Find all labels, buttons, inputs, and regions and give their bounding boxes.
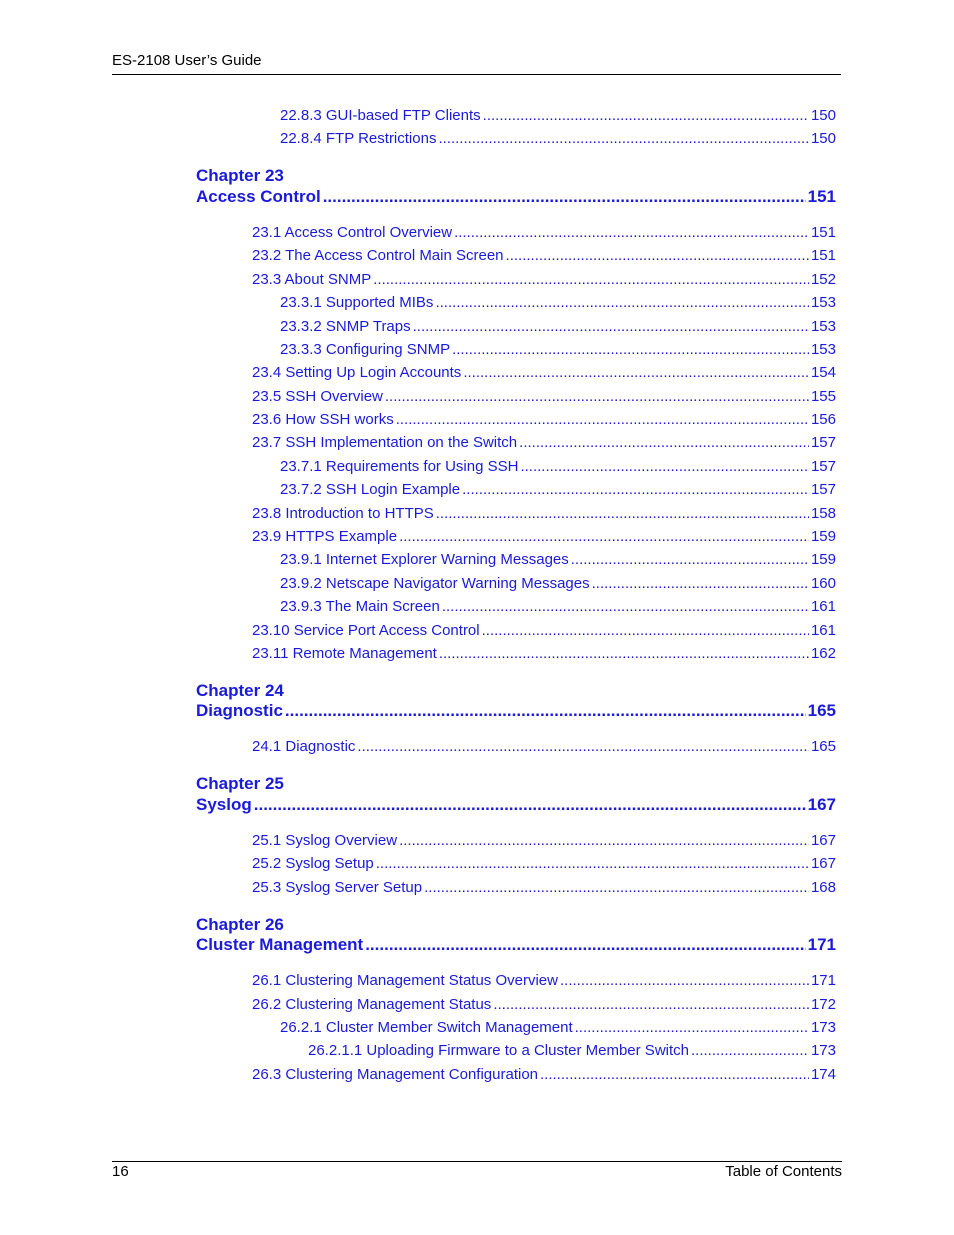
section-name: Table of Contents: [725, 1163, 842, 1180]
toc-entry[interactable]: 25.1 Syslog Overview ..... 167: [252, 832, 836, 852]
page-footer: [112, 1161, 842, 1180]
toc-entry[interactable]: 26.1 Clustering Management Status Overview ..... 171: [252, 972, 836, 992]
chapter-title[interactable]: Cluster Management ..... 171: [196, 935, 836, 955]
toc-entry[interactable]: 22.8.3 GUI-based FTP Clients ..... 150: [280, 107, 836, 127]
toc-entry[interactable]: 23.3.2 SNMP Traps ..... 153: [280, 318, 836, 338]
toc-entry[interactable]: 23.3.1 Supported MIBs ..... 153: [280, 294, 836, 314]
chapter-title[interactable]: Syslog ..... 167: [196, 795, 836, 815]
page-number: 16: [112, 1163, 129, 1180]
guide-title: ES-2108 User’s Guide: [112, 52, 262, 69]
toc-entry[interactable]: 23.2 The Access Control Main Screen ..... 151: [252, 247, 836, 267]
chapter-label[interactable]: Chapter 26: [196, 915, 284, 934]
toc-entry[interactable]: 23.7 SSH Implementation on the Switch ..... 157: [252, 434, 836, 454]
toc-entry[interactable]: 25.2 Syslog Setup ..... 167: [252, 855, 836, 875]
toc-entry[interactable]: 23.9.2 Netscape Navigator Warning Messages ..... 160: [280, 575, 836, 595]
page-header: [112, 51, 841, 75]
toc-entry[interactable]: 23.9.1 Internet Explorer Warning Messages ..... 159: [280, 551, 836, 571]
toc-entry[interactable]: 23.9 HTTPS Example ..... 159: [252, 528, 836, 548]
toc-entry[interactable]: 23.3 About SNMP ..... 152: [252, 271, 836, 291]
toc-entry[interactable]: 23.5 SSH Overview ..... 155: [252, 388, 836, 408]
chapter-label[interactable]: Chapter 25: [196, 774, 284, 793]
toc-entry[interactable]: 23.3.3 Configuring SNMP ..... 153: [280, 341, 836, 361]
toc-entry[interactable]: 23.8 Introduction to HTTPS ..... 158: [252, 505, 836, 525]
toc-entry[interactable]: 23.11 Remote Management ..... 162: [252, 645, 836, 665]
toc-entry[interactable]: 23.4 Setting Up Login Accounts ..... 154: [252, 364, 836, 384]
toc-entry[interactable]: 26.3 Clustering Management Configuration ..... 174: [252, 1066, 836, 1086]
toc-entry[interactable]: 23.1 Access Control Overview ..... 151: [252, 224, 836, 244]
toc-entry[interactable]: 26.2.1 Cluster Member Switch Management ..... 173: [280, 1019, 836, 1039]
toc-entry[interactable]: 23.6 How SSH works ..... 156: [252, 411, 836, 431]
toc-entry[interactable]: 23.7.1 Requirements for Using SSH ..... 157: [280, 458, 836, 478]
toc-entry[interactable]: 23.10 Service Port Access Control ..... 161: [252, 622, 836, 642]
chapter-title[interactable]: Diagnostic ..... 165: [196, 701, 836, 721]
chapter-label[interactable]: Chapter 23: [196, 166, 284, 185]
toc-entry[interactable]: 23.7.2 SSH Login Example ..... 157: [280, 481, 836, 501]
toc-entry[interactable]: 23.9.3 The Main Screen ..... 161: [280, 598, 836, 618]
chapter-title[interactable]: Access Control ..... 151: [196, 187, 836, 207]
toc-entry[interactable]: 22.8.4 FTP Restrictions ..... 150: [280, 130, 836, 150]
toc-entry[interactable]: 26.2.1.1 Uploading Firmware to a Cluster Member Switch ..... 173: [308, 1042, 836, 1062]
toc-entry[interactable]: 24.1 Diagnostic ..... 165: [252, 738, 836, 758]
toc-entry[interactable]: 26.2 Clustering Management Status ..... 172: [252, 996, 836, 1016]
chapter-label[interactable]: Chapter 24: [196, 681, 284, 700]
toc-entry[interactable]: 25.3 Syslog Server Setup ..... 168: [252, 879, 836, 899]
